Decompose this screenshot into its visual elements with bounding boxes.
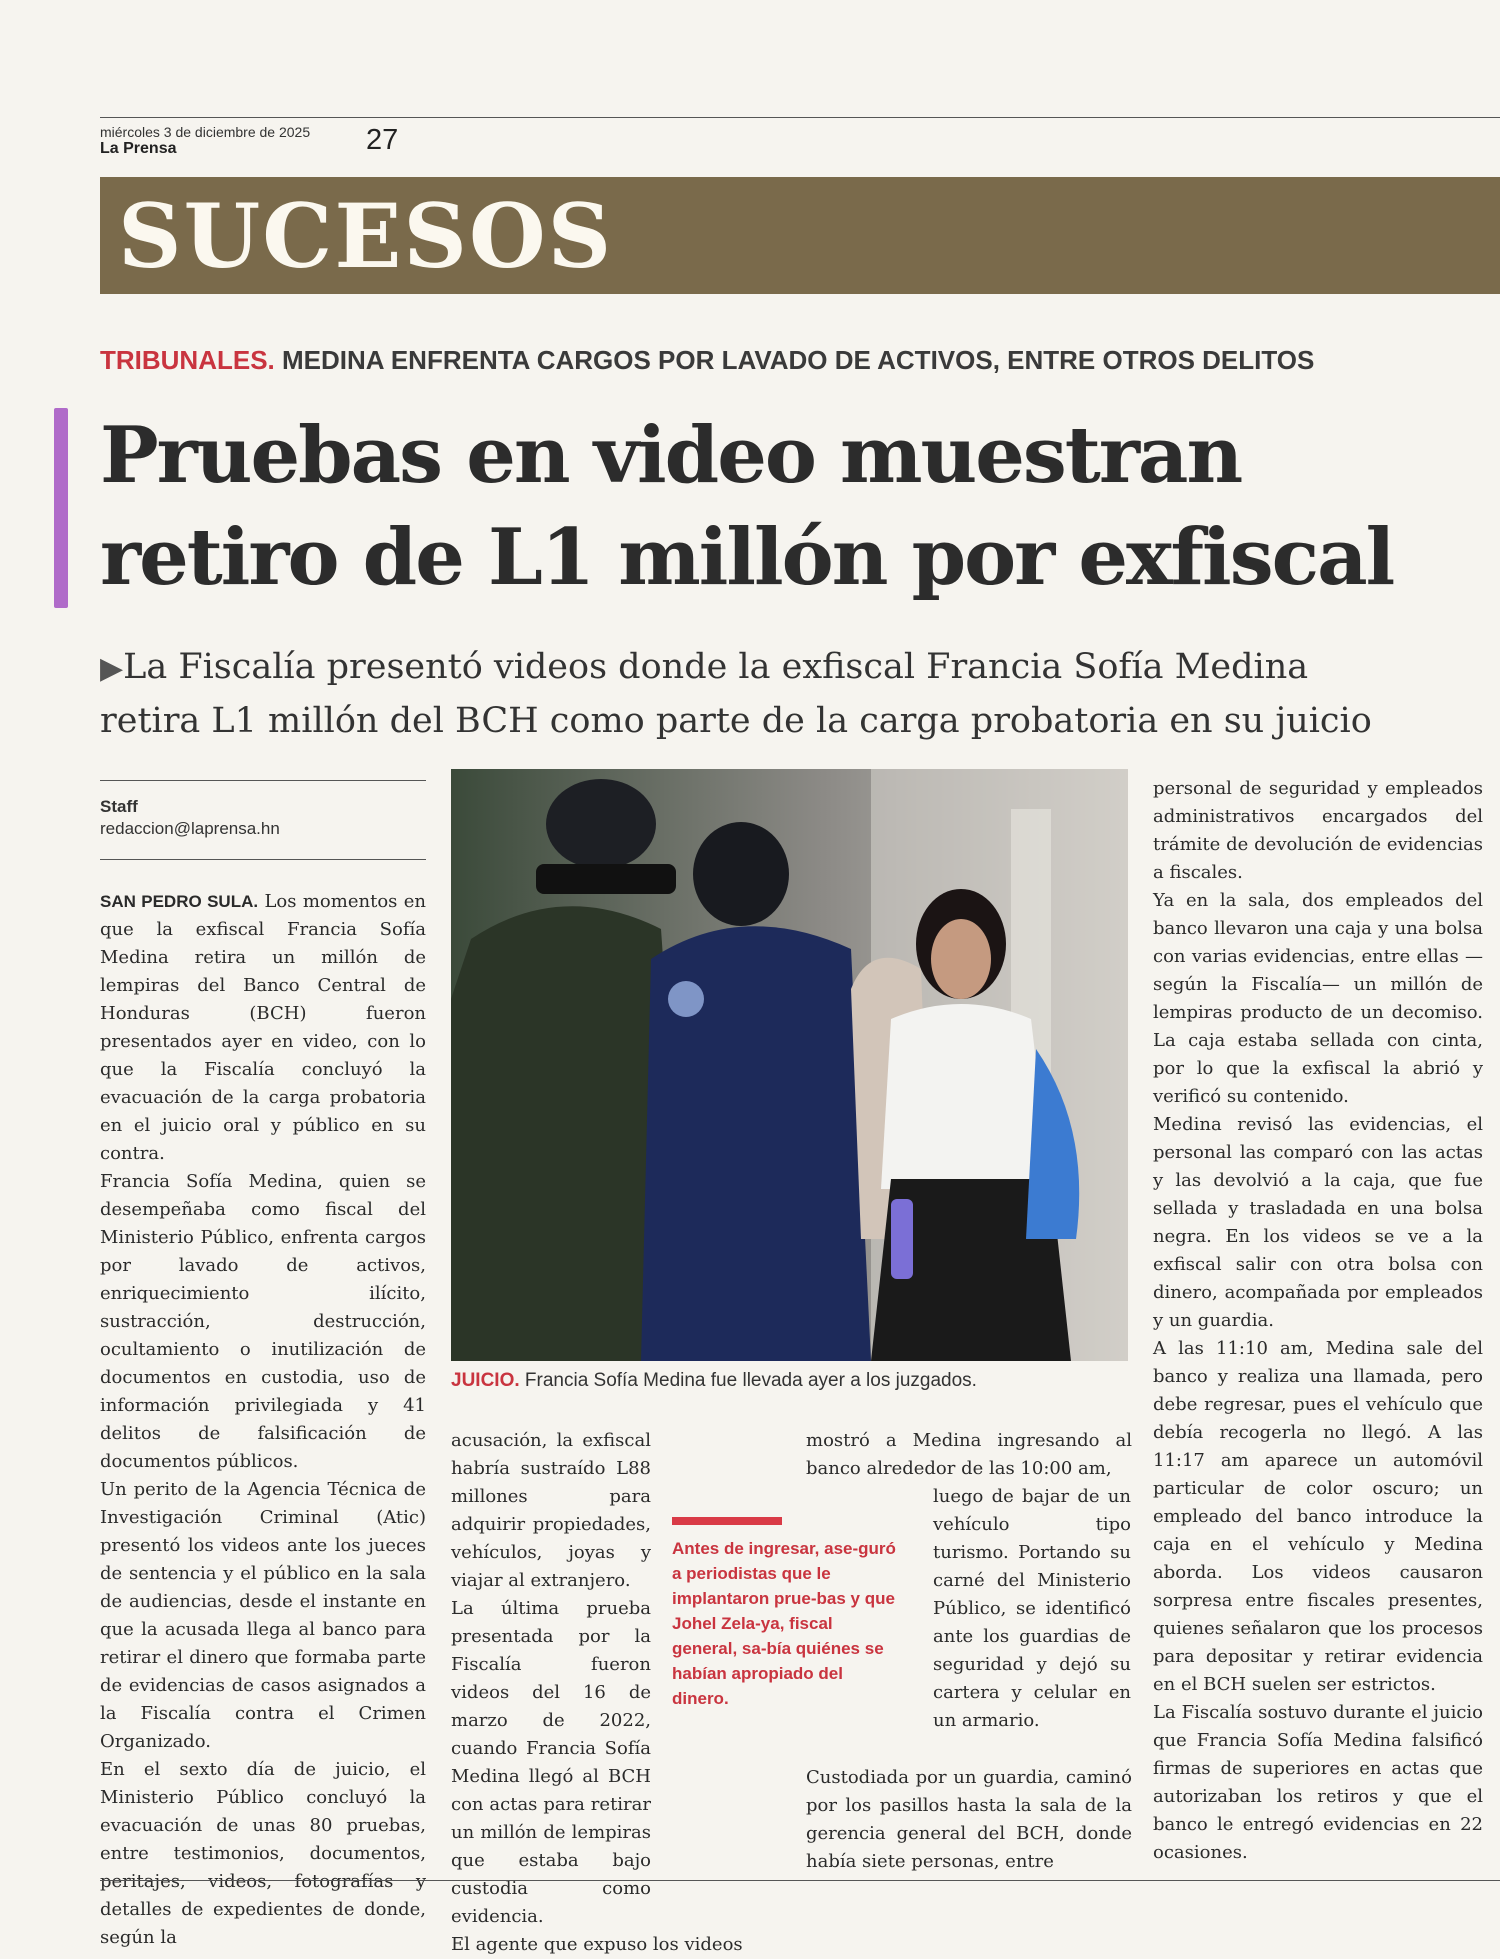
caption-text: Francia Sofía Medina fue llevada ayer a los juzgados. (524, 1370, 977, 1391)
caption-label: JUICIO. (451, 1370, 520, 1391)
article-paragraph: Medina revisó las evidencias, el personal las comparó con las actas y las devolvió a la caja, que fue sellada y trasladada en una bolsa negra. En los videos se ve a la exfiscal salir con otra bolsa con dinero, acompañada por empleados y un guardia. (1153, 1114, 1483, 1331)
article-column-3-top: mostró a Medina ingresando al banco alrededor de las 10:00 am, (806, 1430, 1132, 1479)
article-column-3-bottom: Custodiada por un guardia, caminó por los pasillos hasta la sala de la gerencia general del BCH, donde había siete personas, entre (806, 1767, 1132, 1872)
news-photo (451, 769, 1128, 1361)
deck-line-2: retira L1 millón del BCH como parte de la carga probatoria en su juicio (100, 701, 1372, 741)
byline-rule-bottom (100, 859, 426, 860)
kicker-text: MEDINA ENFRENTA CARGOS POR LAVADO DE ACTIVOS, ENTRE OTROS DELITOS (282, 345, 1315, 375)
byline (100, 796, 280, 840)
triangle-bullet-icon: ▶ (100, 651, 124, 686)
header-rule (100, 117, 1500, 118)
headline-line-1: Pruebas en video muestran (100, 410, 1242, 501)
article-paragraph: Un perito de la Agencia Técnica de Investigación Criminal (Atic) presentó los videos ante los jueces de sentencia y el público en la sala de audiencias, desde el instante en que la acusada llega al banco para retirar el dinero que formaba parte de evidencias de casos asignados a la Fiscalía contra el Crimen Organizado. (100, 1479, 426, 1752)
article-paragraph: El agente que expuso los videos (451, 1934, 743, 1955)
byline-rule-top (100, 780, 426, 781)
pullquote-highlight: Antes de ingresar, ase-guró a periodistas que le implantaron prue-bas y que Johel Zela-ya, fiscal general, sa-bía quiénes se habían apropiado del dinero. (672, 1539, 896, 1708)
pullquote-bar (672, 1517, 782, 1525)
section-title: SUCESOS (118, 184, 614, 288)
publication-date: miércoles 3 de diciembre de 2025 (100, 124, 311, 140)
article-paragraph: La última prueba presentada por la Fiscalía fueron videos del 16 de marzo de 2022, cuando Francia Sofía Medina llegó al BCH con actas para retirar un millón de lempiras que estaba bajo custodia como evidencia. (451, 1598, 651, 1927)
article-column-3-side: luego de bajar de un vehículo tipo turismo. Portando su carné del Ministerio Público, se identificó ante los guardias de seguridad y dejó su cartera y celular en un armario. (933, 1486, 1131, 1731)
footer-rule (100, 1880, 1500, 1881)
byline-email: redaccion@laprensa.hn (100, 819, 280, 838)
newspaper-name: La Prensa (100, 140, 177, 157)
page-folio (100, 124, 310, 158)
page-number: 27 (366, 124, 399, 156)
article-column-4 (1153, 775, 1483, 1867)
article-column-1 (100, 888, 426, 1952)
headline-line-2: retiro de L1 millón por exfiscal (100, 512, 1394, 603)
article-paragraph: La Fiscalía sostuvo durante el juicio que Francia Sofía Medina falsificó firmas de superiores en actas que autorizaban los retiros y que el banco le entregó evidencias en 22 ocasiones. (1153, 1702, 1483, 1863)
photo-illustration (451, 769, 1128, 1361)
headline (100, 405, 1500, 609)
article-paragraph: Ya en la sala, dos empleados del banco llevaron una caja y una bolsa con varias evidencias, entre ellas —según la Fiscalía— un millón de lempiras producto de un decomiso. La caja estaba sellada con cinta, por lo que la exfiscal la abrió y verificó su contenido. (1153, 890, 1483, 1107)
deck-line-1: La Fiscalía presentó videos donde la exfiscal Francia Sofía Medina (123, 647, 1309, 687)
byline-author: Staff (100, 797, 138, 816)
article-paragraph: SAN PEDRO SULA. Los momentos en que la exfiscal Francia Sofía Medina retira un millón de lempiras del Banco Central de Honduras (BCH) fueron presentados ayer en video, con lo que la Fiscalía concluyó la evacuación de la carga probatoria en el juicio oral y público en su contra. (100, 891, 426, 1164)
article-paragraph: A las 11:10 am, Medina sale del banco y realiza una llamada, pero debe regresar, pues el vehículo que debía recogerla no llegó. A las 11:17 am aparece un automóvil particular de color oscuro; un empleado del banco introduce la caja en el vehículo y Medina aborda. Los videos causaron sorpresa entre fiscales presentes, quienes señalaron que los procesos para depositar y retirar evidencia en el BCH suelen ser estrictos. (1153, 1338, 1483, 1695)
deck (100, 641, 1500, 747)
article-paragraph: Francia Sofía Medina, quien se desempeñaba como fiscal del Ministerio Público, enfrenta cargos por lavado de activos, enriquecimiento ilícito, sustracción, destrucción, ocultamiento o inutilización de documentos en custodia, uso de información privilegiada y 41 delitos de falsificación de documentos públicos. (100, 1171, 426, 1472)
article-paragraph: En el sexto día de juicio, el Ministerio Público concluyó la evacuación de unas 80 pruebas, entre testimonios, documentos, peritajes, videos, fotografías y detalles de expedientes de donde, según la (100, 1759, 426, 1948)
article-paragraph: acusación, la exfiscal habría sustraído L88 millones para adquirir propiedades, vehículos, joyas y viajar al extranjero. (451, 1430, 651, 1591)
kicker (100, 345, 1314, 376)
photo-caption (451, 1370, 977, 1392)
headline-accent-bar (54, 408, 68, 608)
pullquote (672, 1536, 902, 1711)
kicker-section-label: TRIBUNALES. (100, 345, 275, 375)
article-paragraph: personal de seguridad y empleados administrativos encargados del trámite de devolución de evidencias a fiscales. (1153, 778, 1483, 883)
dateline: SAN PEDRO SULA. (100, 892, 259, 911)
